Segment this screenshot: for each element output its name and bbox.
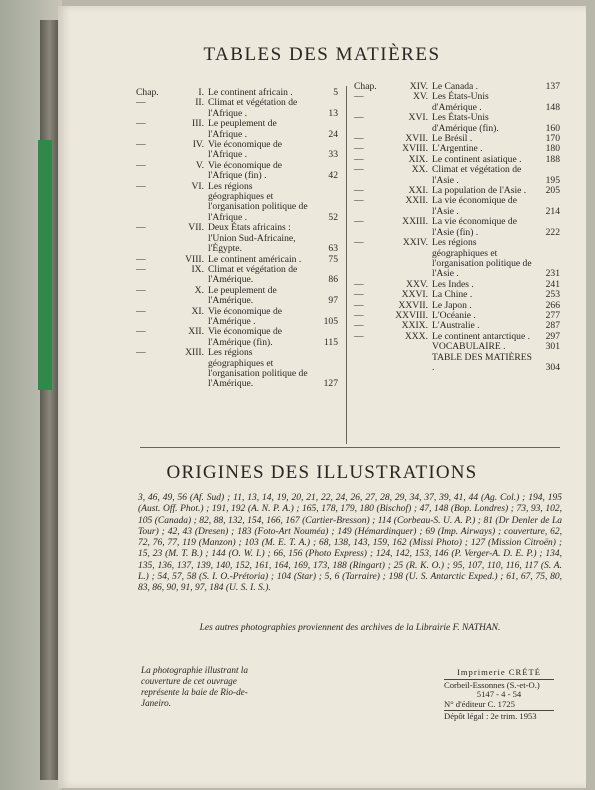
toc-entry — [354, 113, 560, 134]
toc-page-number: 301 — [545, 341, 560, 353]
toc-entry — [354, 342, 560, 352]
toc-page-number: 170 — [545, 133, 560, 145]
toc-page-number: 63 — [328, 243, 338, 255]
toc-chapter-title: Le Canada . — [432, 81, 479, 92]
toc-chapter-number: XXIV. — [402, 237, 428, 249]
toc-chapter-title: TABLE DES MATIÈRES . — [432, 351, 532, 373]
toc-chapter-title: Les Indes . — [432, 278, 474, 290]
toc-chapter-title: Le continent antarctique . — [432, 330, 531, 342]
toc-chap-label: — — [354, 278, 364, 290]
toc-chapter-number: XI. — [191, 305, 204, 317]
toc-chapter-number — [382, 342, 432, 352]
toc-page-number: 97 — [328, 295, 338, 307]
toc-page-number: 115 — [323, 336, 338, 348]
toc-chap-label — [354, 353, 382, 374]
toc-chap-label: — — [354, 237, 364, 249]
origins-title: ORIGINES DES ILLUSTRATIONS — [166, 462, 478, 483]
toc-chapter-title: L'Argentine . — [432, 143, 483, 155]
toc-page-number: 5 — [333, 87, 338, 98]
toc-entry — [136, 140, 338, 161]
toc-chapter-number — [382, 353, 432, 374]
toc-chap-label: — — [354, 330, 364, 342]
printer-info — [444, 668, 554, 722]
toc-chapter-number: XXII. — [405, 195, 428, 207]
toc-page-number: 266 — [545, 299, 560, 311]
toc-left-column — [136, 88, 338, 390]
toc-page-number: 42 — [328, 170, 338, 182]
toc-chapter-title: L'Océanie . — [432, 309, 476, 321]
toc-page-number: 180 — [545, 143, 560, 155]
toc-chap-label: — — [354, 153, 364, 165]
green-cover-strip — [38, 140, 52, 390]
toc-entry — [136, 161, 338, 182]
toc-entry — [136, 265, 338, 286]
toc-entry — [354, 165, 560, 186]
toc-chap-label: — — [354, 185, 364, 197]
toc-chapter-number: IX. — [191, 263, 204, 275]
toc-entry — [136, 286, 338, 307]
toc-page-number: 75 — [328, 253, 338, 265]
toc-page-number: 253 — [545, 289, 560, 301]
toc-page-number: 160 — [545, 122, 560, 134]
toc-chapter-title: L'Australie . — [432, 320, 480, 332]
toc-chapter-title: Vie économique de l'Amérique (fin). — [208, 326, 283, 348]
toc-chapter-title: La vie économique de l'Asie . — [432, 195, 517, 217]
toc-page-number: 195 — [545, 174, 560, 186]
toc-chap-label: — — [354, 112, 364, 124]
toc-chap-label: — — [354, 309, 364, 321]
toc-chap-label: — — [354, 299, 364, 311]
toc-chap-label: — — [354, 143, 364, 155]
legal-deposit: Dépôt légal : 2e trim. 1953 — [444, 711, 537, 722]
toc-chapter-number: II. — [195, 97, 204, 109]
toc-entry — [136, 182, 338, 224]
toc-chapter-number: XIII. — [185, 347, 204, 359]
toc-chapter-title: Le continent africain . — [208, 87, 293, 98]
toc-chapter-title: Le continent asiatique . — [432, 153, 522, 165]
section-divider — [140, 447, 560, 448]
toc-page-number: 231 — [545, 268, 560, 280]
toc-chap-label: — — [136, 159, 146, 171]
toc-page-number: 222 — [545, 226, 560, 238]
toc-page-number: 105 — [323, 315, 338, 327]
toc-page-number: 214 — [545, 205, 560, 217]
toc-chap-label: — — [354, 216, 364, 228]
toc-chapter-title: La population de l'Asie . — [432, 185, 527, 197]
toc-entry — [354, 92, 560, 113]
toc-chap-label: — — [354, 320, 364, 332]
toc-chap-label: — — [354, 195, 364, 207]
toc-entry — [136, 98, 338, 119]
toc-chapter-title: VOCABULAIRE . — [432, 341, 506, 353]
cover-note: La photographie illustrant la couverture de cet ouvrage représente la baie de Rio-de-Janeiro. — [141, 665, 248, 708]
toc-page-number: 241 — [545, 278, 560, 290]
toc-chapter-title: Le Brésil . — [432, 133, 473, 145]
page-title: TABLES DES MATIÈRES — [203, 44, 441, 65]
toc-chapter-number: XX. — [411, 164, 428, 176]
toc-chapter-number: XIV. — [409, 81, 428, 92]
toc-page-number: 52 — [328, 211, 338, 223]
toc-entry — [354, 238, 560, 280]
toc-entry — [354, 217, 560, 238]
toc-chapter-title: Climat et végétation de l'Amérique. — [208, 263, 298, 286]
toc-entry — [136, 119, 338, 140]
photo-credits: 3, 46, 49, 56 (Af. Sud) ; 11, 13, 14, 19, 20, 21, 22, 24, 26, 27, 28, 29, 34, 37, 39, 41, 44 (Ag. Col.) ; 194, 195 (Aust. Off. Phot.) ; 191, 192 (A. N. P. A.) ; 165, 178, 179, 180 (Bischof) ; 47, 148 (Bop. Londres) ; 73, 93, 102, 105 (Canada) ; 82, 88, 132, 154, 166, 167 (Cartier-Bresson) ; 114 (Corbeau-S. U. A. P.) ; 81 (Dr Denler de La Tour) ; 42, 43 (Dresen) ; 183 (Foto-Art Nouméa) ; 149 (Hémardinquer) ; 69 (Imp. Airways) ; couverture, 62, 72, 76, 77, 119 (Manzon) ; 103 (M. E. T. A.) ; 68, 138, 143, 159, 162 (Missi Photo) ; 127 (Mission Citroën) ; 15, 23 (M. T. B.) ; 144 (O. W. I.) ; 66, 156 (Photo Express) ; 124, 142, 153, 146 (P. Verger-A. D. E. P.) ; 134, 135, 136, 137, 139, 140, 152, 161, 164, 169, 173, 188 (Ringart) ; 25 (R. K. O.) ; 95, 107, 110, 116, 117 (S. A. L.) ; 54, 57, 58 (S. I. O.-Prétoria) ; 104 (Star) ; 5, 6 (Tarraire) ; 198 (U. S. Antarctic Exped.) ; 61, 67, 75, 80, 83, 86, 90, 91, 97, 184 (U. S. I. S.). — [138, 493, 562, 594]
toc-chap-label: — — [354, 164, 364, 176]
toc-page-number: 188 — [545, 153, 560, 165]
toc-chapter-title: La vie économique de l'Asie (fin) . — [432, 216, 517, 238]
toc-chap-label: — — [136, 139, 146, 151]
toc-chapter-number: I. — [198, 87, 204, 98]
toc-chapter-title: Les États-Unis d'Amérique . — [432, 91, 489, 113]
toc-chapter-number: X. — [194, 284, 204, 296]
toc-chap-label: — — [136, 347, 146, 359]
toc-chap-label: — — [136, 97, 146, 109]
toc-chapter-title: Le Japon . — [432, 299, 472, 311]
toc-chapter-number: XVII. — [405, 133, 428, 145]
toc-chapter-number: XXX. — [404, 330, 428, 342]
toc-entry — [354, 353, 560, 374]
toc-page-number: 13 — [328, 107, 338, 119]
toc-page-number: 277 — [545, 309, 560, 321]
toc-chap-label: Chap. — [136, 87, 159, 98]
toc-chapter-number: V. — [195, 159, 204, 171]
toc-entry — [354, 290, 560, 300]
toc-chapter-title: Deux États africains : l'Union Sud-Africaine, l'Égypte. — [208, 222, 296, 255]
toc-chap-label: — — [136, 118, 146, 130]
toc-chap-label: Chap. — [354, 81, 377, 92]
toc-chapter-number: III. — [192, 118, 204, 130]
toc-chapter-title: Climat et végétation de l'Afrique . — [208, 97, 298, 119]
toc-chap-label: — — [354, 289, 364, 301]
toc-page-number: 24 — [328, 128, 338, 140]
column-divider — [346, 86, 347, 444]
toc-chapter-title: Le continent américain . — [208, 253, 302, 265]
toc-chapter-number: XXIX. — [401, 320, 428, 332]
book-page — [58, 6, 586, 788]
toc-chapter-number: XII. — [188, 326, 204, 338]
toc-entry — [136, 348, 338, 390]
toc-chapter-title: Vie économique de l'Afrique (fin) . — [208, 159, 283, 182]
toc-chap-label: — — [136, 180, 146, 192]
toc-chapter-title: Le peuplement de l'Afrique . — [208, 118, 277, 140]
toc-chapter-number: XXI. — [408, 185, 428, 197]
toc-entry — [136, 307, 338, 328]
toc-page-number: 205 — [545, 185, 560, 197]
toc-page-number: 86 — [328, 274, 338, 286]
toc-chapter-number: VI. — [191, 180, 204, 192]
toc-chapter-title: Les États-Unis d'Amérique (fin). — [432, 112, 499, 134]
toc-chapter-title: Vie économique de l'Afrique . — [208, 139, 283, 161]
toc-chapter-number: XXV. — [406, 278, 428, 290]
toc-entry — [136, 327, 338, 348]
toc-chap-label: — — [136, 305, 146, 317]
toc-chap-label: — — [136, 284, 146, 296]
toc-chapter-number: IV. — [192, 139, 204, 151]
toc-page-number: 304 — [545, 361, 560, 373]
toc-chap-label: — — [136, 222, 146, 234]
toc-right-column — [354, 82, 560, 373]
toc-page-number: 297 — [545, 330, 560, 342]
toc-chap-label: — — [354, 91, 364, 103]
toc-chapter-number: XIX. — [408, 153, 428, 165]
toc-chapter-title: Les régions géographiques et l'organisation politique de l'Afrique . — [208, 180, 308, 223]
toc-chapter-number: XXVII. — [398, 299, 428, 311]
toc-chapter-number: XXVI. — [401, 289, 428, 301]
toc-chap-label — [354, 342, 382, 352]
toc-chap-label: — — [136, 326, 146, 338]
toc-chapter-number: XXVIII. — [395, 309, 428, 321]
toc-chapter-title: La Chine . — [432, 289, 473, 301]
toc-page-number: 127 — [323, 378, 338, 390]
toc-chap-label: — — [136, 263, 146, 275]
toc-page-number: 33 — [328, 149, 338, 161]
toc-chapter-number: XVIII. — [402, 143, 428, 155]
toc-page-number: 148 — [545, 101, 560, 113]
printer-name: Imprimerie CRÉTÉ — [456, 667, 542, 677]
toc-chapter-title: Les régions géographiques et l'organisation politique de l'Asie . — [432, 237, 532, 280]
toc-page-number: 137 — [545, 81, 560, 92]
toc-chapter-title: Vie économique de l'Amérique . — [208, 305, 283, 327]
toc-page-number: 287 — [545, 320, 560, 332]
printer-location: Corbeil-Essonnes (S.-et-O.) — [444, 679, 540, 690]
toc-entry — [354, 196, 560, 217]
toc-chapter-number: VII. — [188, 222, 204, 234]
archives-note: Les autres photographies proviennent des archives de la Librairie F. NATHAN. — [199, 623, 501, 633]
toc-chapter-number: VIII. — [185, 253, 204, 265]
toc-chapter-title: Climat et végétation de l'Asie . — [432, 164, 522, 186]
toc-entry — [136, 223, 338, 254]
toc-chapter-title: Les régions géographiques et l'organisation politique de l'Amérique. — [208, 347, 308, 390]
toc-chap-label: — — [354, 133, 364, 145]
toc-chapter-number: XV. — [412, 91, 428, 103]
toc-chapter-number: XVI. — [408, 112, 428, 124]
editor-number: N° d'éditeur C. 1725 — [444, 698, 515, 709]
toc-chap-label: — — [136, 253, 146, 265]
toc-chapter-number: XXIII. — [402, 216, 428, 228]
toc-chapter-title: Le peuplement de l'Amérique. — [208, 284, 277, 307]
printer-code: 5147 - 4 - 54 — [476, 689, 522, 700]
